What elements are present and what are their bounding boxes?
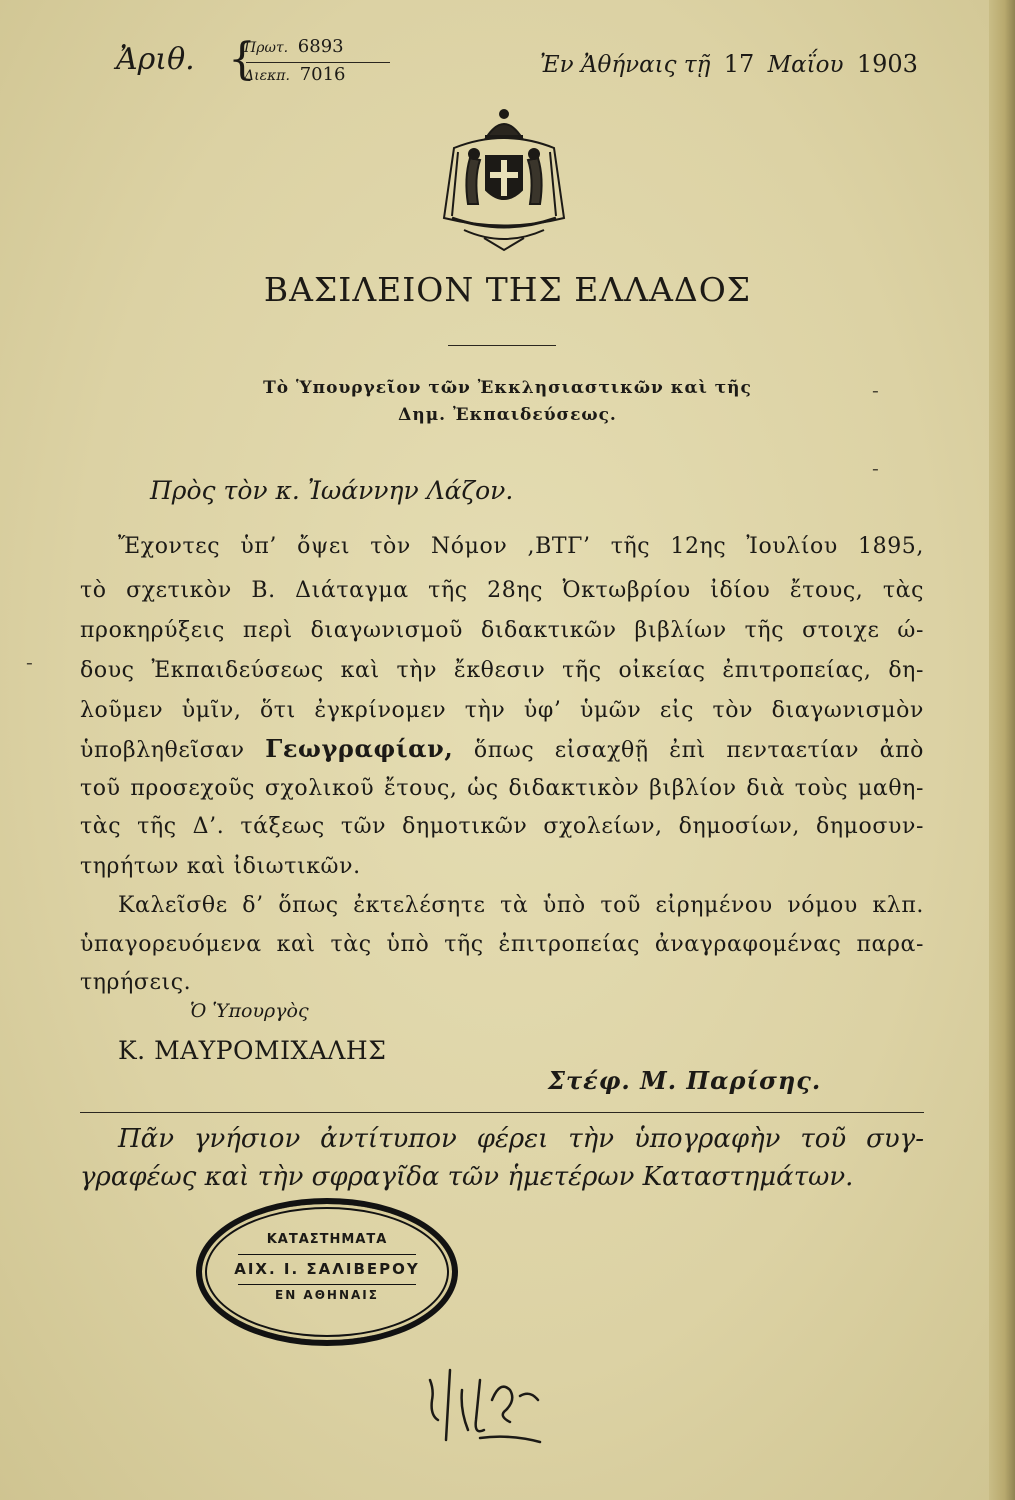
book-title-geography: Γεωγραφίαν, xyxy=(265,734,454,763)
body-line-6 xyxy=(80,734,924,763)
body-line-9: τηρήτων καὶ ἰδιωτικῶν. xyxy=(80,854,361,879)
dateline xyxy=(540,50,924,78)
stamp-rule xyxy=(238,1254,416,1255)
margin-dash: - xyxy=(26,650,33,674)
stamp-rule xyxy=(238,1284,416,1285)
body-line-12: τηρήσεις. xyxy=(80,970,192,995)
heading-divider xyxy=(448,345,556,346)
note-divider xyxy=(80,1112,924,1113)
stamp-line-2: ΑΙΧ. Ι. ΣΑΛΙΒΕΡΟΥ xyxy=(234,1260,420,1278)
ministry-line-1: Τὸ Ὑπουργεῖον τῶν Ἐκκλησιαστικῶν καὶ τῆς xyxy=(263,378,752,398)
addressee: Πρὸς τὸν κ. Ἰωάννην Λάζον. xyxy=(150,476,514,505)
diekp-number-row xyxy=(244,64,346,85)
body-line-2: τὸ σχετικὸν Β. Διάταγμα τῆς 28ης Ὀκτωβρίου ἰδίου ἔτους, τὰς xyxy=(80,578,924,603)
body-line-4: δους Ἐκπαιδεύσεως καὶ τὴν ἔκθεσιν τῆς οἰκείας ἐπιτροπείας, δη- xyxy=(80,658,924,683)
margin-dash: - xyxy=(872,456,879,480)
coat-of-arms-emblem xyxy=(424,108,584,253)
number-divider xyxy=(246,62,390,63)
body-line-10: Καλεῖσθε δ’ ὅπως ἐκτελέσητε τὰ ὑπὸ τοῦ εἰρημένου νόμου κλπ. xyxy=(118,893,924,918)
protocol-number-row xyxy=(244,36,344,57)
protocol-number: 6893 xyxy=(297,36,344,57)
margin-dash: - xyxy=(872,378,879,402)
brace-glyph: { xyxy=(228,34,256,85)
body-line-3: προκηρύξεις περὶ διαγωνισμοῦ διδακτικῶν βιβλίων τῆς στοιχε ώ- xyxy=(80,618,924,643)
note-line-1: Πᾶν γνήσιον ἀντίτυπον φέρει τὴν ὑπογραφὴν τοῦ συγ- xyxy=(118,1124,924,1154)
page-edge xyxy=(989,0,1015,1500)
body-line-6-before: ὑποβληθεῖσαν xyxy=(80,738,266,763)
protocol-label: Πρωτ. xyxy=(244,40,289,56)
date-day: 17 xyxy=(723,50,755,78)
minister-name: Κ. ΜΑΥΡΟΜΙΧΑΛΗΣ xyxy=(118,1036,387,1065)
date-month: Μαΐου xyxy=(767,52,844,78)
minister-title: Ὁ Ὑπουργὸς xyxy=(190,1000,309,1022)
diekp-label: Διεκπ. xyxy=(244,68,290,84)
ministry-line-2: Δημ. Ἐκπαιδεύσεως. xyxy=(398,405,617,425)
arith-label: Ἀριθ. xyxy=(116,42,195,77)
body-line-11: ὑπαγορευόμενα καὶ τὰς ὑπὸ τῆς ἐπιτροπείας ἀναγραφομένας παρα- xyxy=(80,932,924,957)
diekp-number: 7016 xyxy=(299,64,346,85)
stamp-line-3: ΕΝ ΑΘΗΝΑΙΣ xyxy=(275,1288,379,1302)
body-line-6-after: ὅπως εἰσαχθῇ ἐπὶ πενταετίαν ἀπὸ xyxy=(453,738,925,763)
body-line-1: Ἔχοντες ὑπ’ ὄψει τὸν Νόμον ,ΒΤΓ’ τῆς 12ης Ἰουλίου 1895, xyxy=(118,534,924,559)
body-line-7: τοῦ προσεχοῦς σχολικοῦ ἔτους, ὡς διδακτικὸν βιβλίον διὰ τοὺς μαθη- xyxy=(80,776,924,801)
body-line-8: τὰς τῆς Δ’. τάξεως τῶν δημοτικῶν σχολείων, δημοσίων, δημοσυν- xyxy=(80,814,924,839)
stamp-line-1: ΚΑΤΑΣΤΗΜΑΤΑ xyxy=(266,1232,388,1247)
handwritten-signature-scribble xyxy=(420,1360,570,1450)
body-line-5: λοῦμεν ὑμῖν, ὅτι ἐγκρίνομεν τὴν ὑφ’ ὑμῶν εἰς τὸν διαγωνισμὸν xyxy=(80,698,924,723)
date-prefix: Ἐν Ἀθήναις τῇ xyxy=(540,52,711,78)
author-signature: Στέφ. Μ. Παρίσης. xyxy=(548,1066,822,1095)
date-year: 1903 xyxy=(856,50,918,78)
publisher-stamp xyxy=(196,1198,458,1346)
note-line-2: γραφέως καὶ τὴν σφραγῖδα τῶν ἡμετέρων Καταστημάτων. xyxy=(80,1162,854,1192)
kingdom-heading: ΒΑΣΙΛΕΙΟΝ ΤΗΣ ΕΛΛΑΔΟΣ xyxy=(263,270,752,309)
